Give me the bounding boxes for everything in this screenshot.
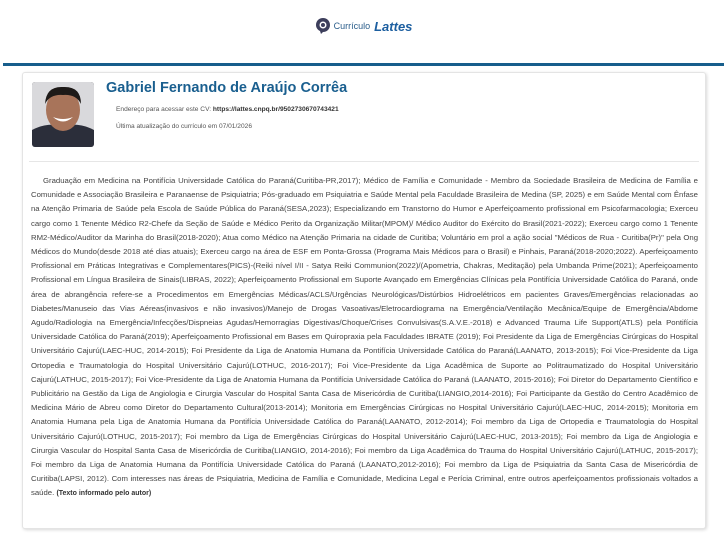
resume-source-note: (Texto informado pelo autor): [56, 490, 152, 498]
lattes-logo-icon: [316, 18, 330, 34]
profile-card: [22, 72, 706, 529]
cv-address-link[interactable]: https://lattes.cnpq.br/9502730670743421: [212, 106, 339, 113]
logo-text-small: Currículo: [333, 21, 371, 31]
cv-address: [116, 106, 339, 113]
card-divider: [29, 161, 699, 162]
resume-body: Graduação em Medicina na Pontifícia Universidade Católica do Paraná(Curitiba-PR,2017); Médico de Família e Comunidade - Membro da Sociedade Brasileira de Medicina de Família e Comunidade e Associação Brasileira e Paranaense de Psiquiatria; Pós-graduado em Psiquiatria e Saúde Mental pela Faculdade Brasileira de Medina (SP, 2025) e em Saúde Mental com Ênfase na Atenção Primaria de Saúde pela Escola de Saúde Pública do Paraná(SESA,2023); Especializando em Transtorno do Humor e Aperfeiçoamento profissional em Psicofarmacologia; Exerceu cargo como 1 Tenente Médico R2-Chefe da Seção de Saúde e Médico Perito da Organização Militar(MPOM)/ Médico Auditor do Exército do Brasil(2021-2022); Exerceu cargo como 1 Tenente RM2-Médico/Auditor da Marinha do Brasil(2018-2020); Atua como Médico na Atenção Primaria na cidade de Curitiba; Voluntário em prol a ação social "Médicos de Rua - Curitiba(Pr)" pela Ong Médicos do Mundo(desde 2018 até dias atuais); Exerceu cargo na área de ESF em Ponta-Grossa (Programa Mais Médicos para o Brasil) e Pinhais, Paraná(2018-2020;2022). Aperfeiçoamento Profissional em Práticas Integrativas e Complementares(PICS)-(Reiki nível I/II - Satya Reiki Communion(2022)/(Apometria, Chakras, Meditação) pela Umbanda Prime(2021); Aperfeiçoamento Profissional em Língua Brasileira de Sinais(LIBRAS, 2022); Aperfeiçoamento Profissional em Suporte Avançado em Emergências Clínicas pela Pontifícia Universidade Católica do Paraná, onde área de abrangência refere-se a Procedimentos em Emergências Médicas/ACLS/Urgências Neurológicas/Distúrbios Hidroelétricos em pacientes Graves/Emergências relacionadas ao Diabetes/Manuseio das Vias Aéreas(invasivos e não invasivos)/Manejo de Drogas Vasoativas/Eletrocardiograma na Emergência/Ventilação Mecânica/Equipe de Emergência/Abdome Agudo/Radiologia na Emergência/Infecções/Dispneias Agudas/Hemorragias Digestivas/Choque/Crises Convulsivas(S.A.V.E.-2018) e Advanced Trauma Life Support(ATLS) pela Pontifícia Universidade Católica do Paraná(2019); Aperfeiçoamento Profissional em Bases em Quiropraxia pela Faculdades IBRATE (2019); Foi Presidente da Liga de Emergências Cirúrgicas do Hospital Universitário Cajurú(LAEC-HUC, 2014-2015); Foi Presidente da Liga de Anatomia Humana da Pontifícia Universidade Católica do Paraná(LAANATO, 2013-2015); Foi Vice-Presidente da Liga Ortopedia e Traumatologia do Hospital Universitário Cajurú(LOTHUC, 2016-2017); Foi Vice-Presidente da Liga Acadêmica de Suporte ao Politraumatizado do Hospital Universitário Cajurú(LATHUC, 2015-2017); Foi Vice-Presidente da Liga de Anatomia Humana da Pontifícia Universidade Católica do Paraná (LAANATO, 2015-2016); Foi Diretor do Departamento Científico e Publicitário na Gestão da Liga de Angiologia e Cirurgia Vascular do Hospital Santa Casa de Misericórdia de Curitiba(LIANGIO,2014-2016); Foi Participante da Gestão do Centro Acadêmico de Medicina Mário de Abreu como Diretor do Departamento Cultural(2013-2014); Monitoria em Emergências Cirúrgicas no Hospital Universitário Cajurú(LAEC-HUC, 2014-2015); Monitoria em Anatomia Humana pela Liga de Anatomia Humana da Pontifícia Universidade Católica do Paraná(LAANATO, 2012-2014); Foi membro da Liga de Ortopedia e Traumatologia do Hospital Universitário Cajurú(LOTHUC, 2015-2017); Foi membro da Liga de Emergências Cirúrgicas do Hospital Universitário Cajurú(LAEC-HUC, 2013-2015); Foi membro da Liga de Angiologia e Cirurgia Vascular do Hospital Santa Casa de Misericórdia de Curitiba(LIANGIO, 2014-2016); Foi membro da Liga Acadêmica do Trauma do Hospital Universitário Cajurú(LATHUC, 2015-2017); Foi membro da Liga de Anatomia Humana da Pontifícia Universidade Católica do Paraná (LAANATO,2012-2016); Foi membro da Liga de Psiquiatria da Santa Casa de Misericórdia de Curitiba(LAPSI, 2012). Com interesses nas áreas de Psiquiatria, Medicina de Família e Comunidade, Medicina Legal e Perícia Criminal, entre outros aperfeiçoamentos profissionais voltados a saúde.: [31, 176, 698, 498]
profile-photo: [32, 82, 94, 147]
profile-name: Gabriel Fernando de Araújo Corrêa: [106, 80, 348, 96]
last-update: Última atualização do currículo em 07/01/2026: [116, 123, 252, 130]
logo-text-big: Lattes: [374, 18, 413, 34]
cv-address-label: Endereço para acessar este CV:: [116, 106, 212, 113]
header-divider: [3, 63, 724, 66]
lattes-logo[interactable]: [0, 18, 728, 34]
resume-text: [31, 174, 698, 502]
